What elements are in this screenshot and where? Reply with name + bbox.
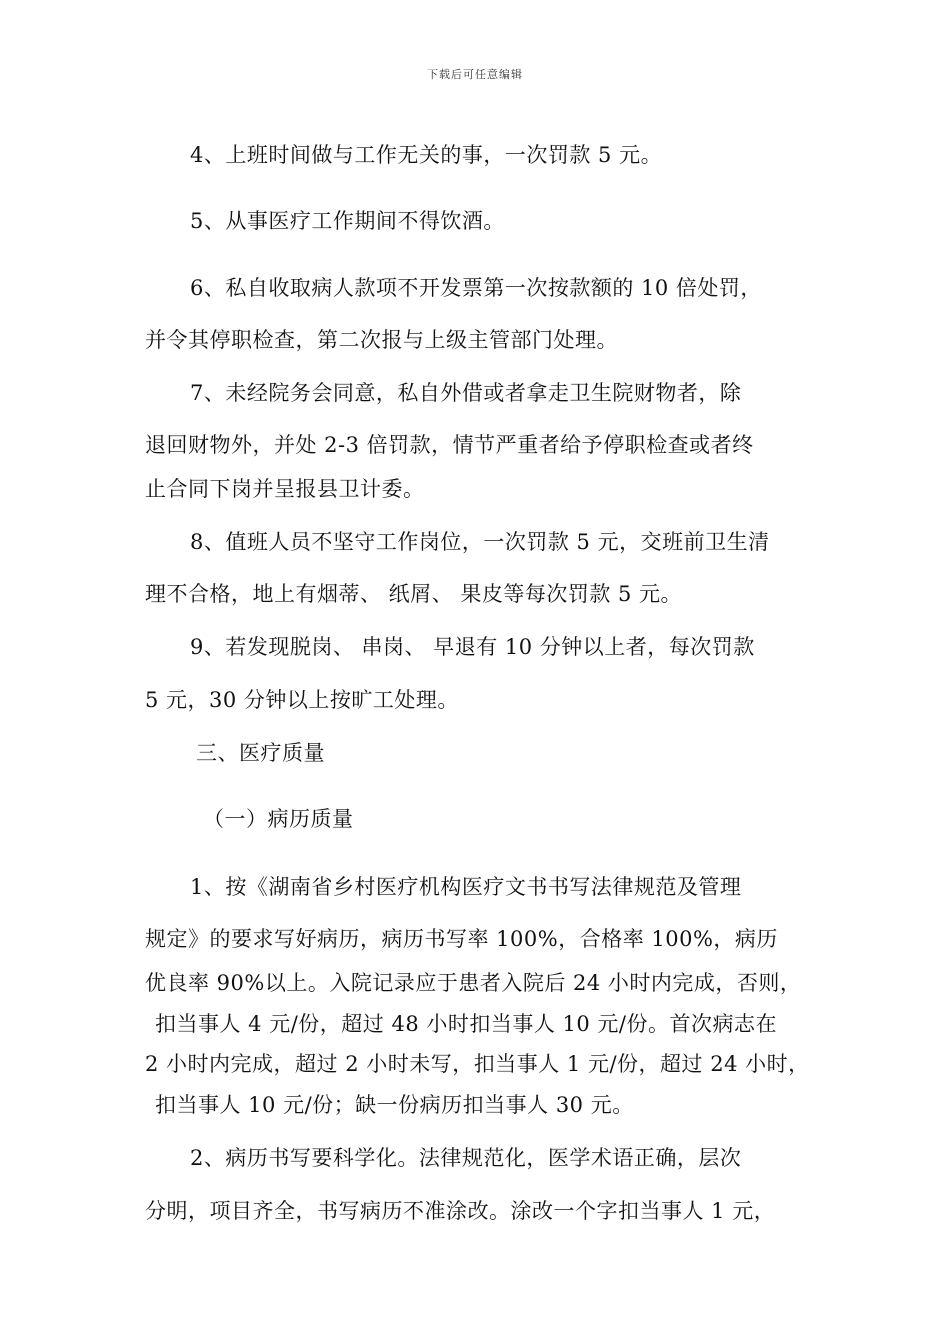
rule-8-line-1: 8、值班人员不坚守工作岗位，一次罚款 5 元，交班前卫生清 [190, 530, 770, 554]
rule-5: 5、从事医疗工作期间不得饮酒。 [190, 209, 505, 233]
record-rule-2-line-2: 分明，项目齐全，书写病历不准涂改。涂改一个字扣当事人 1 元， [145, 1199, 776, 1223]
rule-7-line-2: 退回财物外，并处 2-3 倍罚款，情节严重者给予停职检查或者终 [145, 433, 754, 457]
rule-7-line-3: 止合同下岗并呈报县卫计委。 [145, 477, 425, 501]
rule-6-line-1: 6、私自收取病人款项不开发票第一次按款额的 10 倍处罚， [190, 276, 762, 300]
rule-9-line-1: 9、若发现脱岗、 串岗、 早退有 10 分钟以上者，每次罚款 [190, 635, 755, 659]
rule-7-line-1: 7、未经院务会同意，私自外借或者拿走卫生院财物者，除 [190, 381, 742, 405]
record-rule-1-line-1: 1、按《湖南省乡村医疗机构医疗文书书写法律规范及管理 [190, 875, 742, 899]
record-rule-1-line-2: 规定》的要求写好病历，病历书写率 100%，合格率 100%，病历 [145, 927, 778, 951]
subsection-heading-record-quality: （一）病历质量 [203, 807, 354, 831]
rule-6-line-2: 并令其停职检查，第二次报与上级主管部门处理。 [145, 328, 618, 352]
record-rule-1-line-4: 扣当事人 4 元/份，超过 48 小时扣当事人 10 元/份。首次病志在 [155, 1012, 778, 1036]
record-rule-1-line-6: 扣当事人 10 元/份；缺一份病历扣当事人 30 元。 [155, 1093, 634, 1117]
rule-4: 4、上班时间做与工作无关的事，一次罚款 5 元。 [190, 143, 663, 167]
rule-9-line-2: 5 元，30 分钟以上按旷工处理。 [145, 688, 459, 712]
record-rule-1-line-3: 优良率 90%以上。入院记录应于患者入院后 24 小时内完成，否则， [145, 971, 802, 995]
record-rule-2-line-1: 2、病历书写要科学化。法律规范化，医学术语正确，层次 [190, 1146, 742, 1170]
record-rule-1-line-5: 2 小时内完成，超过 2 小时未写，扣当事人 1 元/份，超过 24 小时， [145, 1052, 810, 1076]
download-note: 下载后可任意编辑 [427, 68, 523, 81]
section-heading-medical-quality: 三、医疗质量 [196, 741, 325, 765]
rule-8-line-2: 理不合格，地上有烟蒂、 纸屑、 果皮等每次罚款 5 元。 [145, 582, 683, 606]
